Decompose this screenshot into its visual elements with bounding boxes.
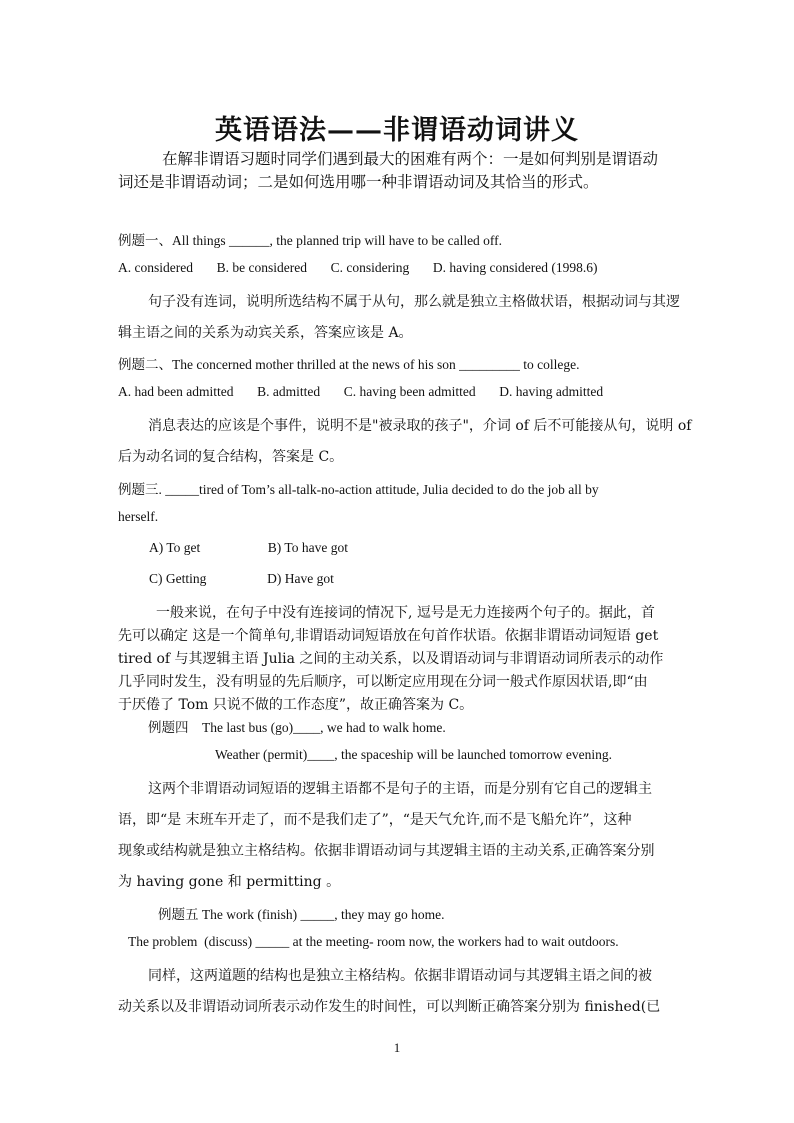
example-3-options-line-2: C) Getting D) Have got <box>149 571 334 586</box>
example-5-question-line-1: 例题五 The work (finish) _____, they may go home. <box>158 907 445 922</box>
example-4-question-line-2: Weather (permit)____, the spaceship will be launched tomorrow evening. <box>215 747 613 762</box>
example-4-explain-line-1: 这两个非谓语动词短语的逻辑主语都不是句子的主语，而是分别有它自己的逻辑主 <box>148 781 652 797</box>
example-1-options: A. considered B. be considered C. considering D. having considered (1998.6) <box>118 260 598 275</box>
example-4-question-line-1: 例题四 The last bus (go)____, we had to walk home. <box>148 720 446 735</box>
example-1-explain-line-1: 句子没有连词，说明所选结构不属于从句，那么就是独立主格做状语，根据动词与其逻 <box>148 294 680 310</box>
example-1-question: 例题一、All things ______, the planned trip will have to be called off. <box>118 233 503 248</box>
example-3-explain-line-3: tired of 与其逻辑主语 Julia 之间的主动关系，以及谓语动词与非谓语动词所表示的动作 <box>118 651 664 667</box>
example-2-explain-line-1: 消息表达的应该是个事件，说明不是"被录取的孩子"，介词 of 后不可能接从句，说明 of <box>148 418 692 434</box>
page-number: 1 <box>393 1040 401 1055</box>
example-2-question: 例题二、The concerned mother thrilled at the news of his son _________ to college. <box>118 357 580 372</box>
example-3-options-line-1: A) To get B) To have got <box>149 540 348 555</box>
intro-line-2: 词还是非谓语动词；二是如何选用哪一种非谓语动词及其恰当的形式。 <box>118 173 599 191</box>
example-2-explain-line-2: 后为动名词的复合结构，答案是 C。 <box>118 449 344 465</box>
example-5-explain-line-2: 动关系以及非谓语动词所表示动作发生的时间性，可以判断正确答案分别为 finished(已 <box>118 999 661 1015</box>
example-5-explain-line-1: 同样，这两道题的结构也是独立主格结构。依据非谓语动词与其逻辑主语之间的被 <box>148 968 652 984</box>
example-4-explain-line-3: 现象或结构就是独立主格结构。依据非谓语动词与其逻辑主语的主动关系,正确答案分别 <box>118 843 655 859</box>
example-3-question-line-2: herself. <box>118 509 159 524</box>
example-3-explain-line-5: 于厌倦了 Tom 只说不做的工作态度”，故正确答案为 C。 <box>118 697 474 713</box>
example-3-explain-line-4: 几乎同时发生，没有明显的先后顺序，可以断定应用现在分词一般式作原因状语,即“由 <box>118 674 648 690</box>
example-3-question-line-1: 例题三. _____tired of Tom’s all-talk-no-action attitude, Julia decided to do the job all by <box>118 482 599 497</box>
example-3-explain-line-2: 先可以确定 这是一个简单句,非谓语动词短语放在句首作状语。依据非谓语动词短语 get <box>118 628 659 644</box>
example-4-explain-line-4: 为 having gone 和 permitting 。 <box>118 874 341 890</box>
example-5-question-line-2: The problem (discuss) _____ at the meeting- room now, the workers had to wait outdoors. <box>128 934 619 949</box>
example-3-explain-line-1: 一般来说，在句子中没有连接词的情况下, 逗号是无力连接两个句子的。据此，首 <box>156 605 655 621</box>
example-1-explain-line-2: 辑主语之间的关系为动宾关系，答案应该是 A。 <box>118 325 413 341</box>
document-title: 英语语法——非谓语动词讲义 <box>215 115 579 146</box>
example-2-options: A. had been admitted B. admitted C. having been admitted D. having admitted <box>118 384 604 399</box>
intro-line-1: 在解非谓语习题时同学们遇到最大的困难有两个：一是如何判别是谓语动 <box>162 150 659 168</box>
example-4-explain-line-2: 语，即“是 末班车开走了，而不是我们走了”，“是天气允许,而不是飞船允许”，这种 <box>118 812 632 828</box>
